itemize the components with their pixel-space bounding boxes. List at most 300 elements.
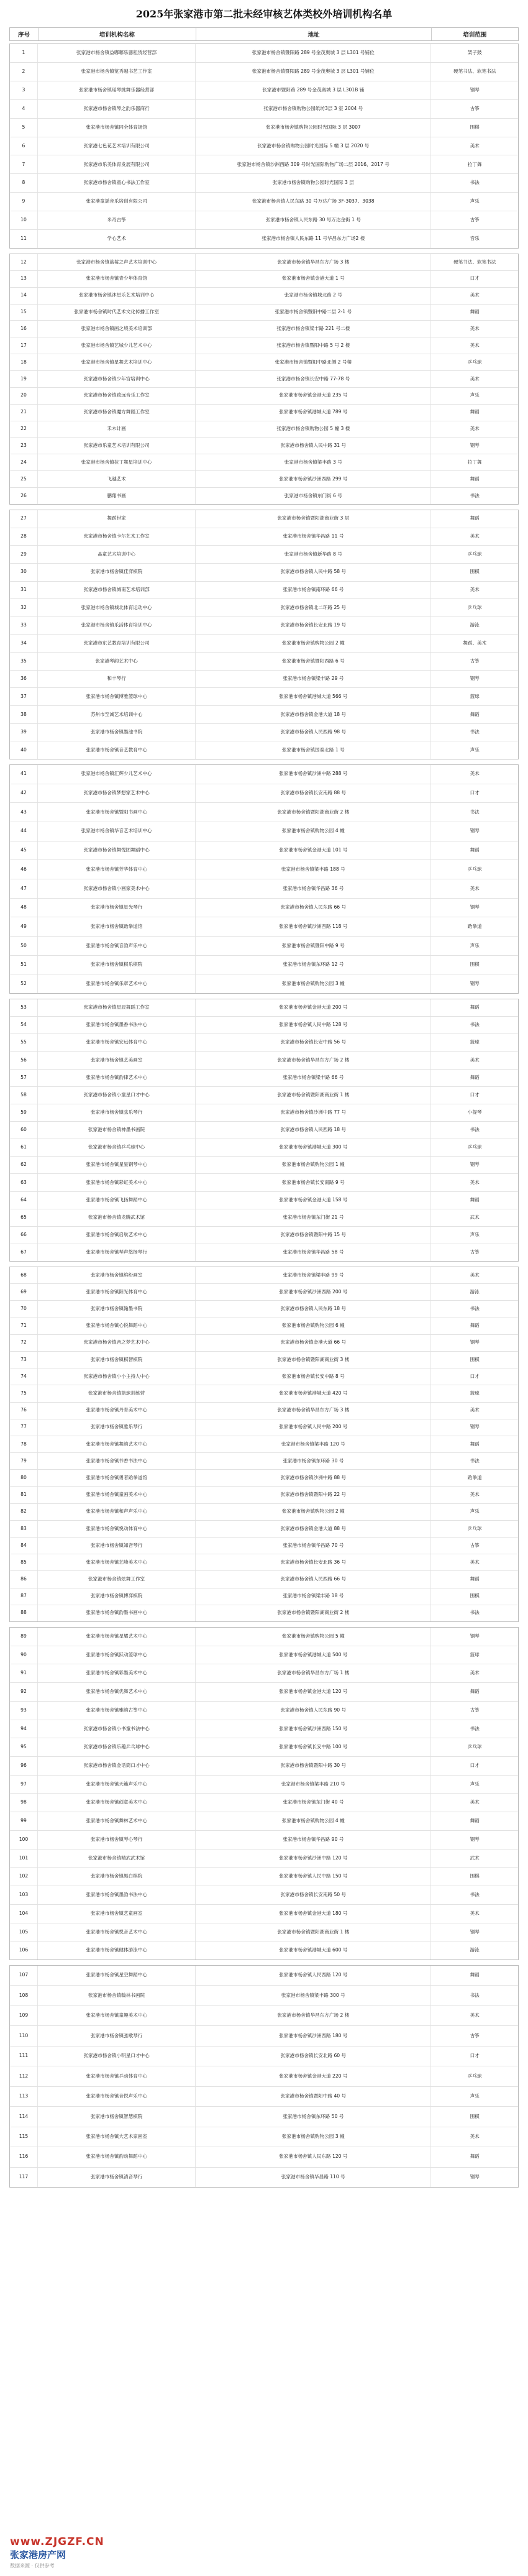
cell-address: 张家港市杨舍镇长安南路 50 号 bbox=[196, 1886, 431, 1904]
table-row bbox=[10, 388, 518, 405]
cell-no: 15 bbox=[10, 305, 38, 321]
table-row bbox=[10, 1720, 518, 1739]
cell-category: 声乐 bbox=[470, 198, 480, 204]
cell-name: 张家港市杨舍镇童画美术中心 bbox=[38, 1487, 196, 1503]
cell-name: 张家港市杨舍镇宏远体育中心 bbox=[38, 1034, 196, 1051]
cell-category: 乒乓球 bbox=[467, 1144, 482, 1150]
cell-no: 1 bbox=[10, 44, 38, 62]
cell-no: 34 bbox=[10, 635, 38, 652]
table-row bbox=[10, 956, 518, 975]
cell-no: 58 bbox=[10, 1087, 38, 1104]
cell-name: 张家港市杨舍镇魔方舞蹈工作室 bbox=[38, 405, 196, 421]
cell-category: 美术 bbox=[470, 2012, 480, 2019]
cell-name: 张家港市杨舍镇少年宫培训中心 bbox=[38, 371, 196, 387]
cell-category: 书法 bbox=[470, 1127, 480, 1133]
cell-name: 张家港市杨舍镇墨池书院 bbox=[38, 724, 196, 741]
cell-no: 77 bbox=[10, 1419, 38, 1436]
cell-address: 张家港市杨舍镇梁丰路 300 号 bbox=[196, 1986, 431, 2005]
table-row bbox=[10, 1284, 518, 1301]
cell-category: 跆拳道 bbox=[467, 1474, 482, 1480]
cell-address: 张家港市杨舍镇人民西路 98 号 bbox=[196, 724, 431, 741]
cell-address: 张家港市杨舍镇金港大道 101 号 bbox=[196, 841, 431, 860]
cell-category: 美术 bbox=[470, 142, 480, 149]
cell-address: 张家港市杨舍镇购物公园 3 幢 bbox=[196, 974, 431, 993]
table-row bbox=[10, 546, 518, 564]
cell-address: 张家港市杨舍镇华昌路 90 号 bbox=[196, 1831, 431, 1849]
cell-no: 86 bbox=[10, 1571, 38, 1587]
cell-name: 张家港市杨舍镇星光琴行 bbox=[38, 899, 196, 917]
cell-address: 张家港市杨舍镇人民西路 66 号 bbox=[196, 1571, 431, 1587]
cell-name: 张家港市杨舍镇墨香书法中心 bbox=[38, 1017, 196, 1034]
table-row bbox=[10, 211, 518, 230]
table-row bbox=[10, 1683, 518, 1702]
cell-address: 张家港市暨阳路 289 号金茂奥城 3 层 L301B 铺 bbox=[196, 81, 431, 99]
cell-address: 张家港市杨舍镇金港大道 18 号 bbox=[196, 706, 431, 723]
cell-no: 102 bbox=[10, 1868, 38, 1886]
table-header bbox=[9, 27, 519, 41]
cell-address: 张家港市杨舍镇梁丰路 18 号 bbox=[196, 1588, 431, 1605]
cell-category: 美术 bbox=[470, 1057, 480, 1063]
cell-category: 钢琴 bbox=[470, 904, 480, 910]
cell-name: 张家港市杨舍镇沐星乐艺术培训中心 bbox=[38, 288, 196, 304]
table-row bbox=[10, 1227, 518, 1244]
cell-name: 张家港市杨舍镇致远音乐工作室 bbox=[38, 388, 196, 404]
cell-address: 张家港市杨舍镇人民东路 11 号华昌东方广场2 楼 bbox=[196, 230, 431, 248]
cell-name: 张家港市杨舍镇琴之韵乐器商行 bbox=[38, 100, 196, 118]
cell-no: 98 bbox=[10, 1794, 38, 1812]
cell-name: 张家港市杨舍镇阳光体育中心 bbox=[38, 1284, 196, 1300]
cell-name: 张家港市杨舍镇乒乓球中心 bbox=[38, 1139, 196, 1156]
cell-name: 张家港市杨舍镇书香书法中心 bbox=[38, 1453, 196, 1469]
cell-no: 22 bbox=[10, 421, 38, 438]
cell-address: 张家港市杨舍镇人民东路 30 号万达广场 3F-3037、3038 bbox=[196, 193, 431, 211]
cell-no: 67 bbox=[10, 1244, 38, 1261]
table-row bbox=[10, 860, 518, 879]
cell-category: 舞蹈 bbox=[470, 309, 480, 315]
cell-category: 美术 bbox=[470, 2133, 480, 2139]
cell-address: 张家港市杨舍镇人民中路 200 号 bbox=[196, 1419, 431, 1436]
cell-no: 75 bbox=[10, 1385, 38, 1401]
cell-category: 钢琴 bbox=[470, 1424, 480, 1430]
cell-category: 围棋 bbox=[470, 1593, 480, 1599]
cell-category: 口才 bbox=[470, 2053, 480, 2059]
cell-name: 张家港市杨舍镇创意美术中心 bbox=[38, 1794, 196, 1812]
cell-name: 张家港市杨舍镇舞韵艺术中心 bbox=[38, 1436, 196, 1452]
table-row bbox=[10, 1588, 518, 1605]
table-row bbox=[10, 635, 518, 653]
cell-category: 声乐 bbox=[470, 1508, 480, 1515]
cell-no: 74 bbox=[10, 1368, 38, 1385]
cell-address: 张家港市杨舍镇国泰北路 1 号 bbox=[196, 741, 431, 759]
cell-category: 围棋 bbox=[470, 124, 480, 130]
cell-no: 109 bbox=[10, 2006, 38, 2025]
cell-name: 张家港市杨舍镇童心书法工作室 bbox=[38, 174, 196, 192]
cell-name: 张家港市杨舍镇星耀艺术中心 bbox=[38, 1628, 196, 1646]
cell-address: 张家港市杨舍镇长安中路 77-78 号 bbox=[196, 371, 431, 387]
cell-address: 张家港市杨舍镇东门街 40 号 bbox=[196, 1794, 431, 1812]
cell-category: 舞蹈 bbox=[470, 2153, 480, 2160]
cell-no: 39 bbox=[10, 724, 38, 741]
cell-name: 张家港市杨舍镇雅乐琴行 bbox=[38, 1419, 196, 1436]
table-row bbox=[10, 1868, 518, 1886]
table-row bbox=[10, 63, 518, 81]
table-row bbox=[10, 1702, 518, 1720]
cell-name: 张家港市杨舍镇龙腾武术馆 bbox=[38, 1209, 196, 1226]
table-row bbox=[10, 1122, 518, 1139]
cell-category: 围棋 bbox=[470, 2113, 480, 2119]
cell-no: 65 bbox=[10, 1209, 38, 1226]
table-row bbox=[10, 1052, 518, 1069]
table-row bbox=[10, 1941, 518, 1960]
cell-category: 美术 bbox=[470, 1670, 480, 1676]
cell-address: 张家港市杨舍镇暨阳湖商业街 1 楼 bbox=[196, 1087, 431, 1104]
cell-address: 张家港市杨舍镇城北路 2 号 bbox=[196, 288, 431, 304]
table-row bbox=[10, 305, 518, 321]
table-row bbox=[10, 2107, 518, 2127]
cell-no: 9 bbox=[10, 193, 38, 211]
cell-name: 米奇古筝 bbox=[38, 211, 196, 229]
cell-category: 舞蹈 bbox=[470, 1074, 480, 1080]
cell-address: 张家港市杨舍镇购物公园 3 幢 bbox=[196, 2127, 431, 2147]
cell-name: 张家港市杨舍镇拉丁舞星培训中心 bbox=[38, 454, 196, 470]
table-row bbox=[10, 937, 518, 956]
table-section bbox=[9, 510, 519, 759]
cell-no: 84 bbox=[10, 1538, 38, 1554]
cell-category: 跆拳道 bbox=[467, 923, 482, 929]
table-row bbox=[10, 2127, 518, 2147]
cell-category: 书法 bbox=[470, 1022, 480, 1028]
cell-no: 70 bbox=[10, 1301, 38, 1317]
cell-category: 武术 bbox=[470, 1214, 480, 1220]
cell-no: 44 bbox=[10, 822, 38, 841]
cell-name: 张家港市杨舍镇益嘟嘟乐器租赁经营部 bbox=[38, 44, 196, 62]
cell-address: 张家港市杨舍镇沙洲西路 200 号 bbox=[196, 1284, 431, 1300]
cell-address: 张家港市杨舍镇暨阳湖商业街 2 楼 bbox=[196, 1605, 431, 1621]
cell-address: 张家港市杨舍镇梁丰路 29 号 bbox=[196, 671, 431, 688]
cell-name: 学心艺术 bbox=[38, 230, 196, 248]
table-row bbox=[10, 1757, 518, 1776]
cell-address: 张家港市杨舍镇长安中路 56 号 bbox=[196, 1034, 431, 1051]
cell-name: 张家港市杨舍镇小明星口才中心 bbox=[38, 2047, 196, 2066]
cell-name: 张家港市杨舍镇艺峰美术中心 bbox=[38, 1554, 196, 1570]
cell-no: 54 bbox=[10, 1017, 38, 1034]
cell-category: 美术 bbox=[470, 1910, 480, 1916]
table-row bbox=[10, 1139, 518, 1157]
cell-no: 48 bbox=[10, 899, 38, 917]
table-row bbox=[10, 1470, 518, 1487]
cell-no: 37 bbox=[10, 688, 38, 705]
cell-name: 张家港市杨舍镇童趣美术中心 bbox=[38, 2006, 196, 2025]
cell-no: 92 bbox=[10, 1683, 38, 1701]
table-row bbox=[10, 1157, 518, 1174]
table-row bbox=[10, 438, 518, 454]
table-row bbox=[10, 879, 518, 899]
cell-name: 张家港市杨舍镇博弈棋院 bbox=[38, 1588, 196, 1605]
cell-name: 张家港市杨舍镇汇辉少儿艺术中心 bbox=[38, 765, 196, 784]
table-row bbox=[10, 784, 518, 804]
cell-category: 美术 bbox=[470, 587, 480, 593]
cell-category: 钢琴 bbox=[470, 1928, 480, 1935]
cell-category: 钢琴 bbox=[470, 1836, 480, 1842]
cell-no: 38 bbox=[10, 706, 38, 723]
table-row bbox=[10, 803, 518, 822]
cell-category: 舞蹈 bbox=[470, 1818, 480, 1824]
cell-category: 口才 bbox=[470, 790, 480, 796]
cell-name: 张家港市杨舍镇翰墨书院 bbox=[38, 1301, 196, 1317]
cell-no: 53 bbox=[10, 999, 38, 1016]
cell-no: 49 bbox=[10, 917, 38, 936]
cell-no: 40 bbox=[10, 741, 38, 759]
cell-name: 张家港市杨舍镇音韵声乐中心 bbox=[38, 937, 196, 955]
table-section bbox=[9, 999, 519, 1262]
cell-name: 张家港市杨舍镇乒动体育中心 bbox=[38, 2066, 196, 2086]
cell-no: 106 bbox=[10, 1941, 38, 1960]
cell-category: 拉丁舞 bbox=[467, 161, 482, 167]
table-row bbox=[10, 671, 518, 689]
cell-name: 张家港市杨舍镇弦乐琴行 bbox=[38, 1104, 196, 1121]
cell-address: 张家港市杨舍镇东环路 50 号 bbox=[196, 2107, 431, 2126]
cell-name: 张家港市杨舍镇乐章艺术中心 bbox=[38, 974, 196, 993]
cell-name: 张家港市杨舍镇星辰舞蹈工作室 bbox=[38, 999, 196, 1016]
cell-name: 张家港市杨舍镇精武武术馆 bbox=[38, 1849, 196, 1868]
cell-name: 张家港市杨舍镇丹青美术中心 bbox=[38, 1403, 196, 1419]
table-section bbox=[9, 764, 519, 994]
cell-name: 张家港市杨舍镇棋智棋院 bbox=[38, 1352, 196, 1368]
table-row bbox=[10, 510, 518, 528]
table-row bbox=[10, 1209, 518, 1227]
cell-name: 张家港市杨舍镇跃动篮球中心 bbox=[38, 1646, 196, 1664]
table-section bbox=[9, 254, 519, 505]
cell-no: 110 bbox=[10, 2026, 38, 2045]
cell-category: 舞蹈 bbox=[470, 1004, 480, 1011]
cell-category: 舞蹈 bbox=[470, 515, 480, 521]
cell-name: 舞蹈世家 bbox=[38, 510, 196, 528]
cell-address: 张家港市杨舍镇梁丰路 99 号 bbox=[196, 1267, 431, 1283]
cell-no: 87 bbox=[10, 1588, 38, 1605]
cell-name: 张家港市杨舍镇暨阳书画中心 bbox=[38, 803, 196, 822]
cell-name: 张家港市杨舍镇韵动舞蹈中心 bbox=[38, 2147, 196, 2166]
cell-category: 声乐 bbox=[470, 1781, 480, 1787]
cell-name: 张家港市杨舍镇勇者跆拳道馆 bbox=[38, 1470, 196, 1486]
cell-name: 张家港市杨舍镇飞扬舞蹈中心 bbox=[38, 1192, 196, 1209]
cell-no: 88 bbox=[10, 1605, 38, 1621]
cell-address: 张家港市杨舍镇暨阳中路北侧 2 号楼 bbox=[196, 354, 431, 370]
cell-category: 美术 bbox=[470, 1407, 480, 1413]
cell-no: 57 bbox=[10, 1070, 38, 1086]
cell-name: 张家港市杨舍镇览秀越书艺工作室 bbox=[38, 63, 196, 81]
table-row bbox=[10, 2147, 518, 2167]
cell-no: 73 bbox=[10, 1352, 38, 1368]
cell-category: 古筝 bbox=[470, 105, 480, 111]
cell-address: 张家港市杨舍镇沙洲西路 118 号 bbox=[196, 917, 431, 936]
cell-address: 张家港市杨舍镇梁丰路 66 号 bbox=[196, 1070, 431, 1086]
cell-category: 舞蹈 bbox=[470, 847, 480, 853]
table-row bbox=[10, 765, 518, 784]
cell-address: 张家港市杨舍镇东环路 12 号 bbox=[196, 956, 431, 974]
cell-no: 21 bbox=[10, 405, 38, 421]
table-row bbox=[10, 2087, 518, 2107]
cell-category: 书法 bbox=[470, 492, 480, 498]
cell-address: 张家港市杨舍镇港城大道 420 号 bbox=[196, 1385, 431, 1401]
cell-address: 张家港市杨舍镇华昌路 11 号 bbox=[196, 528, 431, 546]
table-row bbox=[10, 822, 518, 841]
cell-category: 游泳 bbox=[470, 622, 480, 628]
cell-category: 音乐 bbox=[470, 236, 480, 242]
cell-no: 42 bbox=[10, 784, 38, 803]
cell-address: 张家港市杨舍镇华昌路 36 号 bbox=[196, 879, 431, 898]
table-row bbox=[10, 471, 518, 488]
cell-category: 围棋 bbox=[470, 1356, 480, 1362]
cell-no: 115 bbox=[10, 2127, 38, 2147]
header-name: 培训机构名称 bbox=[39, 28, 196, 40]
table-row bbox=[10, 617, 518, 635]
cell-name: 张家港市杨舍镇瑶琴挑舞乐器经营部 bbox=[38, 81, 196, 99]
cell-name: 张家港市杨舍镇时代艺术文化传播工作室 bbox=[38, 305, 196, 321]
cell-no: 80 bbox=[10, 1470, 38, 1486]
cell-category: 书法 bbox=[470, 1610, 480, 1616]
cell-no: 20 bbox=[10, 388, 38, 404]
cell-name: 张家港市杨舍镇星星钢琴中心 bbox=[38, 1157, 196, 1173]
table-row bbox=[10, 1664, 518, 1683]
cell-name: 张家港市乐美体育发展有限公司 bbox=[38, 155, 196, 173]
cell-no: 33 bbox=[10, 617, 38, 635]
cell-address: 张家港市杨舍镇东环路 30 号 bbox=[196, 1453, 431, 1469]
cell-category: 口才 bbox=[470, 1762, 480, 1769]
cell-address: 张家港市杨舍镇购物公园 5 幢 bbox=[196, 1628, 431, 1646]
cell-address: 张家港市杨舍镇暨阳湖商业街 3 层 bbox=[196, 510, 431, 528]
cell-no: 95 bbox=[10, 1738, 38, 1756]
table-row bbox=[10, 1335, 518, 1352]
cell-name: 张家港市杨舍镇弦歌琴行 bbox=[38, 2026, 196, 2045]
cell-no: 41 bbox=[10, 765, 38, 784]
table-row bbox=[10, 1905, 518, 1923]
cell-no: 55 bbox=[10, 1034, 38, 1051]
cell-name: 张家港市杨舍镇星舞艺术培训中心 bbox=[38, 354, 196, 370]
cell-no: 79 bbox=[10, 1453, 38, 1469]
cell-name: 张家港市东艺教育培训有限公司 bbox=[38, 635, 196, 652]
cell-no: 50 bbox=[10, 937, 38, 955]
cell-address: 张家港市杨舍镇人民中路 58 号 bbox=[196, 564, 431, 581]
cell-name: 张家港市杨舍镇卡尔艺术工作室 bbox=[38, 528, 196, 546]
cell-category: 美术 bbox=[470, 326, 480, 331]
cell-address: 张家港市杨舍镇长安北路 36 号 bbox=[196, 1554, 431, 1570]
table-row bbox=[10, 1646, 518, 1665]
cell-category: 乒乓球 bbox=[467, 1525, 482, 1531]
header-no: 序号 bbox=[10, 28, 39, 40]
cell-name: 张家港市杨舍镇翰林书画院 bbox=[38, 1986, 196, 2005]
cell-no: 104 bbox=[10, 1905, 38, 1923]
cell-name: 张家港市杨舍镇小童星口才中心 bbox=[38, 1087, 196, 1104]
cell-no: 97 bbox=[10, 1776, 38, 1794]
table-row bbox=[10, 1087, 518, 1104]
cell-category: 钢琴 bbox=[470, 676, 480, 682]
cell-name: 张家港市杨舍镇蓝莓之声艺术培训中心 bbox=[38, 254, 196, 270]
cell-category: 美术 bbox=[470, 1799, 480, 1805]
cell-address: 张家港市杨舍镇暨阳湖商业街 2 楼 bbox=[196, 803, 431, 822]
cell-no: 82 bbox=[10, 1504, 38, 1520]
table-row bbox=[10, 999, 518, 1017]
cell-no: 27 bbox=[10, 510, 38, 528]
cell-address: 张家港市杨舍镇暨阳中路 15 号 bbox=[196, 1227, 431, 1244]
cell-category: 美术 bbox=[470, 342, 480, 348]
cell-category: 乒乓球 bbox=[467, 1744, 482, 1750]
cell-name: 张家港市乐童艺术培训有限公司 bbox=[38, 438, 196, 454]
cell-no: 10 bbox=[10, 211, 38, 229]
table-row bbox=[10, 1453, 518, 1470]
cell-category: 乒乓球 bbox=[467, 551, 482, 557]
cell-category: 游泳 bbox=[470, 1288, 480, 1295]
table-row bbox=[10, 2066, 518, 2086]
cell-category: 围棋 bbox=[470, 961, 480, 968]
cell-category: 书法 bbox=[470, 809, 480, 815]
cell-name: 张家港市杨舍镇悦音艺术中心 bbox=[38, 1923, 196, 1941]
cell-no: 18 bbox=[10, 354, 38, 370]
cell-name: 张家港市杨舍镇彩墨美术中心 bbox=[38, 1664, 196, 1682]
cell-category: 架子鼓 bbox=[467, 50, 482, 56]
cell-name: 张家港市杨舍镇艺城少儿艺术中心 bbox=[38, 337, 196, 354]
cell-category: 钢琴 bbox=[470, 828, 480, 834]
cell-name: 张家港市杨舍镇音悦声乐中心 bbox=[38, 2087, 196, 2106]
cell-address: 张家港市杨舍镇暨阳中路二层 2-1 号 bbox=[196, 305, 431, 321]
table-row bbox=[10, 1368, 518, 1385]
cell-no: 5 bbox=[10, 119, 38, 137]
cell-name: 张家港市杨舍镇星空舞蹈中心 bbox=[38, 1966, 196, 1985]
cell-no: 66 bbox=[10, 1227, 38, 1244]
table-row bbox=[10, 44, 518, 63]
cell-name: 张家港市杨舍镇健体游泳中心 bbox=[38, 1941, 196, 1960]
cell-name: 张家港市杨舍镇棋乐棋院 bbox=[38, 956, 196, 974]
table-row bbox=[10, 454, 518, 471]
cell-category: 美术 bbox=[470, 292, 480, 298]
table-row bbox=[10, 1849, 518, 1868]
cell-address: 张家港市杨舍镇华昌东方广场 1 楼 bbox=[196, 1664, 431, 1682]
cell-address: 张家港市杨舍镇人民西路 120 号 bbox=[196, 1966, 431, 1985]
cell-category: 乒乓球 bbox=[467, 2073, 482, 2079]
table-row bbox=[10, 2168, 518, 2187]
cell-address: 张家港市杨舍镇梁丰路 188 号 bbox=[196, 860, 431, 879]
cell-no: 46 bbox=[10, 860, 38, 879]
cell-category: 舞蹈 bbox=[470, 1196, 480, 1203]
cell-no: 11 bbox=[10, 230, 38, 248]
table-section bbox=[9, 1267, 519, 1622]
cell-category: 硬笔书法、软笔书法 bbox=[453, 259, 496, 265]
cell-category: 舞蹈 bbox=[470, 1322, 480, 1329]
cell-no: 56 bbox=[10, 1052, 38, 1068]
table-row bbox=[10, 1538, 518, 1554]
cell-no: 78 bbox=[10, 1436, 38, 1452]
cell-name: 张家港市杨舍镇芳华体育中心 bbox=[38, 860, 196, 879]
cell-name: 张家港市杨舍镇篮球训练营 bbox=[38, 1385, 196, 1401]
cell-category: 书法 bbox=[470, 1457, 480, 1464]
cell-no: 101 bbox=[10, 1849, 38, 1868]
cell-address: 张家港市杨舍镇东门街 6 号 bbox=[196, 488, 431, 504]
cell-name: 张家港市杨舍镇天籁声乐中心 bbox=[38, 1776, 196, 1794]
table-row bbox=[10, 1554, 518, 1571]
cell-address: 张家港市杨舍镇金港大道 158 号 bbox=[196, 1192, 431, 1209]
cell-address: 张家港市杨舍镇沙洲西路 299 号 bbox=[196, 471, 431, 487]
cell-name: 飞越艺术 bbox=[38, 471, 196, 487]
header-category: 培训范围 bbox=[463, 32, 487, 39]
cell-address: 张家港市杨舍镇暨阳中路 9 号 bbox=[196, 937, 431, 955]
cell-category: 拉丁舞 bbox=[467, 459, 482, 465]
table-section bbox=[9, 44, 519, 249]
cell-address: 张家港市杨舍镇华昌东方广场 3 楼 bbox=[196, 254, 431, 270]
cell-address: 张家港市杨舍镇购物公园 5 幢 3 楼 bbox=[196, 421, 431, 438]
cell-address: 张家港市杨舍镇暨阳中路 5 号 2 楼 bbox=[196, 337, 431, 354]
cell-address: 张家港市杨舍镇金港大道 88 号 bbox=[196, 1521, 431, 1537]
cell-name: 张家港市杨舍镇启航艺术中心 bbox=[38, 1227, 196, 1244]
cell-no: 81 bbox=[10, 1487, 38, 1503]
